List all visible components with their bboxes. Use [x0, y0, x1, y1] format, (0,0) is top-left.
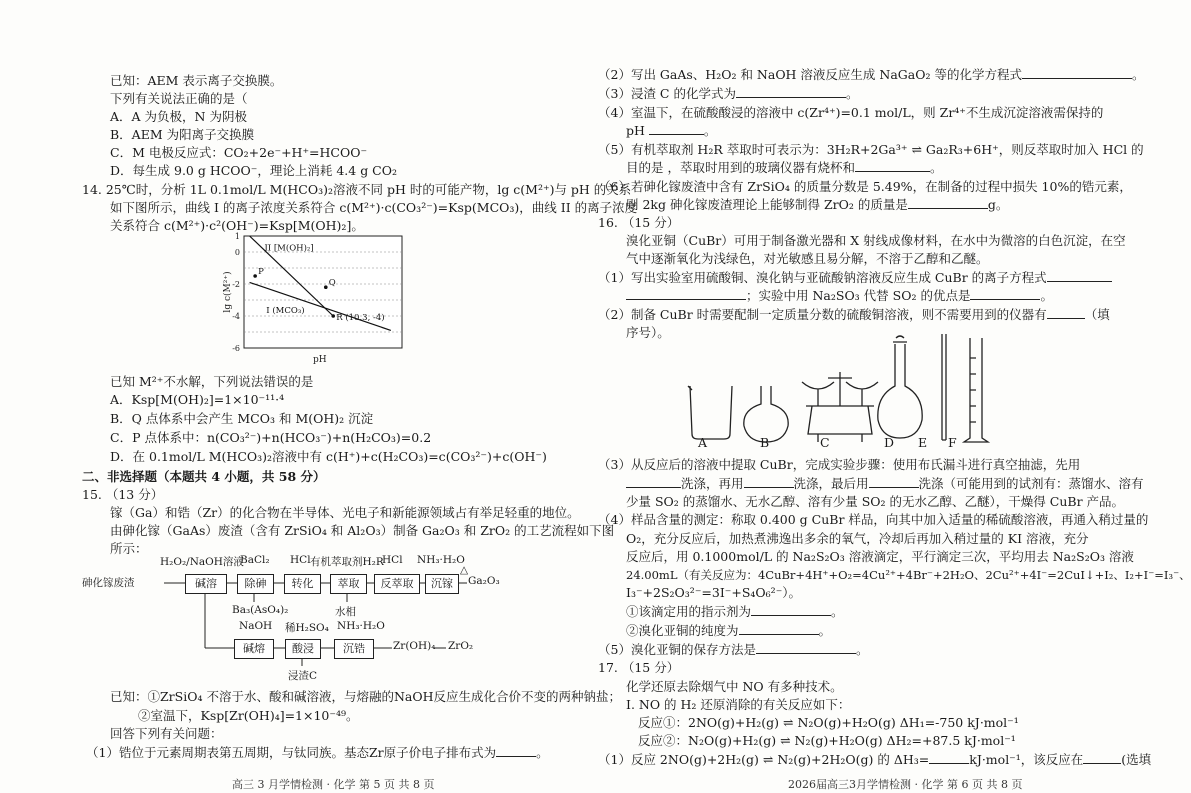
q17-reaction-2: 反应②：N₂O(g)+H₂(g) ⇌ N₂(g)+H₂O(g) ΔH₂=+87.5 kJ·mol⁻¹ — [638, 733, 1016, 748]
chart-point-label: P — [258, 267, 264, 277]
answer-blank[interactable] — [626, 287, 746, 300]
glass-rod-icon — [942, 334, 946, 440]
reagent-label: 稀H₂SO₄ — [285, 622, 329, 634]
answer-blank[interactable] — [756, 641, 856, 654]
q15-heading: 15. （13 分） — [82, 487, 164, 502]
answer-blank[interactable] — [649, 122, 704, 135]
q15-sub-1: （1）锆位于元素周期表第五周期，与钛同族。基态Zr原子价电子排布式为 。 — [86, 745, 549, 760]
q16-sub-4d: 24.00mL（有关反应为：4CuBr+4H⁺+O₂=4Cu²⁺+4Br⁻+2H₂O、2Cu²⁺+4I⁻=2CuI↓+I₂、I₂+I⁻=I₃⁻、 — [626, 568, 1191, 582]
flow-box-alkali-fuse: 碱熔 — [234, 639, 274, 659]
volumetric-flask-icon — [878, 344, 922, 438]
q14-option-a: A．Ksp[M(OH)₂]=1×10⁻¹¹·⁴ — [110, 392, 285, 407]
q16-sub-4-i: ①该滴定用的指示剂为 。 — [626, 604, 844, 619]
chart-point — [331, 314, 335, 318]
q16-sub-2: （2）制备 CuBr 时需要配制一定质量分数的硫酸铜溶液，则不需要用到的仪器有 （填 — [598, 307, 1110, 322]
flow-box-back-extract: 反萃取 — [374, 574, 420, 594]
q14-stem-3: 关系符合 c(M²⁺)·c²(OH⁻)=Ksp[M(OH)₂]。 — [110, 218, 364, 233]
q17-heading: 17. （15 分） — [598, 660, 680, 675]
beaker-icon — [690, 386, 732, 439]
q13-option-a: A．A 为负极，N 为阴极 — [110, 109, 247, 124]
q16-sub-2b: 序号）。 — [626, 325, 670, 340]
q17-reaction-1: 反应①：2NO(g)+H₂(g) ⇌ N₂O(g)+H₂O(g) ΔH₁=-750 kJ·mol⁻¹ — [638, 715, 1019, 730]
q14-chart — [222, 228, 422, 370]
q13-option-c: C．M 电极反应式：CO₂+2e⁻+H⁺=HCOO⁻ — [110, 145, 368, 160]
page-footer-right: 2026届高三3月学情检测 · 化学 第 6 页 共 8 页 — [788, 778, 1023, 791]
flow-box-extract: 萃取 — [330, 574, 367, 594]
answer-blank[interactable] — [739, 622, 819, 635]
q15-known-2: ②室温下，Ksp[Zr(OH)₄]=1×10⁻⁴⁹。 — [138, 708, 359, 723]
chart-point — [253, 274, 257, 278]
reagent-label: BaCl₂ — [240, 554, 270, 566]
q16-sub-1: （1）写出实验室用硫酸铜、溴化钠与亚硫酸钠溶液反应生成 CuBr 的离子方程式 — [598, 269, 1112, 287]
y-axis-label: lg c(M²⁺) — [223, 271, 233, 313]
q15-prompt: 回答下列有关问题： — [110, 726, 223, 741]
q15-flowchart — [82, 552, 542, 680]
apparatus-label-b: B — [760, 435, 770, 450]
q16-sub-4b: O₂，充分反应后，加热煮沸逸出多余的氧气，冷却后再加入稍过量的 KI 溶液，充分 — [626, 531, 1089, 546]
answer-blank[interactable] — [908, 196, 988, 209]
chart-series-label: I (MCO₃) — [266, 305, 305, 316]
reagent-label: H₂O₂/NaOH溶液 — [160, 556, 244, 568]
q16-sub-1b: ；实验中用 Na₂SO₃ 代替 SO₂ 的优点是 。 — [626, 287, 1053, 305]
answer-blank[interactable] — [736, 85, 846, 98]
flow-box-precipitate-zr: 沉锆 — [334, 639, 374, 659]
q15-sub-4: （4）室温下，在硫酸酸浸的溶液中 c(Zr⁴⁺)=0.1 mol/L，则 Zr⁴⁺不生成沉淀溶液需保持的 — [598, 105, 1104, 120]
q15-sub-4b: pH 。 — [626, 123, 717, 138]
q16-stem-1: 溴化亚铜（CuBr）可用于制备激光器和 X 射线成像材料，在水中为微溶的白色沉淀，在空 — [626, 233, 1126, 248]
product-label: Ga₂O₃ — [468, 575, 500, 587]
reagent-label: HCl — [382, 554, 403, 566]
q15-sub-5b: 目的是 ，萃取时用到的玻璃仪器有烧杯和 。 — [626, 160, 943, 175]
q16-sub-4: （4）样品含量的测定：称取 0.400 g CuBr 样品，向其中加入适量的稀硫酸溶液，再通入稍过量的 — [598, 512, 1149, 527]
chart-point — [324, 285, 328, 289]
q16-sub-4c: 反应后，用 0.1000mol/L 的 Na₂S₂O₃ 溶液滴定，平行滴定三次，平均用去 Na₂S₂O₃ 溶液 — [626, 549, 1134, 564]
reagent-label: NH₃·H₂O — [417, 554, 465, 566]
answer-blank[interactable] — [869, 475, 919, 488]
q16-heading: 16. （15 分） — [598, 215, 680, 230]
q15-stem-1: 镓（Ga）和锆（Zr）的化合物在半导体、光电子和新能源领域占有举足轻重的地位。 — [110, 505, 580, 520]
reagent-label: NH₃·H₂O — [337, 620, 385, 632]
reagent-label: 有机萃取剂H₂R — [310, 556, 384, 568]
q17-stem-1: 化学还原去除烟气中 NO 有多种技术。 — [626, 679, 843, 694]
apparatus-label-e: E — [918, 435, 928, 450]
page-footer-left: 高三 3 月学情检测 · 化学 第 5 页 共 8 页 — [232, 778, 435, 791]
apparatus-figure — [678, 334, 988, 452]
answer-blank[interactable] — [970, 287, 1040, 300]
y-tick-label: 0 — [234, 248, 240, 257]
apparatus-label-a: A — [698, 435, 708, 450]
flow-arrows — [82, 552, 542, 680]
chart-point-label: Q — [328, 278, 336, 289]
q16-sub-5: （5）溴化亚铜的保存方法是 。 — [598, 642, 869, 657]
flow-box-convert: 转化 — [284, 574, 321, 594]
answer-blank[interactable] — [496, 744, 536, 757]
product-label: 浸渣C — [288, 670, 318, 682]
reagent-label: NaOH — [239, 620, 273, 632]
product-label: Ba₃(AsO₄)₂ — [232, 604, 289, 616]
q13-option-d: D．每生成 9.0 g HCOO⁻，理论上消耗 4.4 g CO₂ — [110, 163, 398, 178]
reagent-label: HCl — [290, 554, 311, 566]
q15-stem-2: 由砷化镓（GaAs）废渣（含有 ZrSiO₄ 和 Al₂O₃）制备 Ga₂O₃ 和 ZrO₂ 的工艺流程如下图 — [110, 523, 615, 538]
answer-blank[interactable] — [1083, 751, 1121, 764]
y-tick-label: -4 — [232, 312, 240, 321]
q16-sub-3b: 洗涤，再用 洗涤，最后用 洗涤（可能用到的试剂有：蒸馏水、溶有 — [626, 475, 1144, 493]
q15-stem-3: 所示： — [110, 541, 148, 556]
product-label: 水相 — [335, 606, 356, 618]
q16-sub-3: （3）从反应后的溶液中提取 CuBr，完成实验步骤：使用布氏漏斗进行真空抽滤，先用 — [598, 457, 1081, 472]
q16-sub-4-ii: ②溴化亚铜的纯度为 。 — [626, 623, 832, 638]
heat-symbol: △ — [460, 564, 469, 576]
answer-blank[interactable] — [751, 603, 831, 616]
product-label: Zr(OH)₄ — [393, 640, 436, 652]
q13-note: 已知：AEM 表示离子交换膜。 — [110, 73, 283, 88]
q15-sub-6b: 则 2kg 砷化镓废渣理论上能够制得 ZrO₂ 的质量是 g。 — [626, 197, 1009, 212]
flow-box-precipitate-ga: 沉镓 — [425, 574, 459, 594]
q14-option-c: C．P 点体系中：n(CO₃²⁻)+n(HCO₃⁻)+n(H₂CO₃)=0.2 — [110, 430, 432, 445]
flow-start: 砷化镓废渣 — [82, 577, 135, 589]
chart-point-label: R (10.3, -4) — [336, 313, 385, 323]
balance-icon — [806, 406, 874, 442]
answer-blank[interactable] — [626, 475, 681, 488]
q16-stem-2: 气中逐渐氧化为浅绿色，对光敏感且易分解，不溶于乙醇和乙醚。 — [626, 251, 989, 266]
y-tick-label: -6 — [232, 344, 240, 353]
q15-sub-2: （2）写出 GaAs、H₂O₂ 和 NaOH 溶液反应生成 NaGaO₂ 等的化学方程式 。 — [598, 67, 1145, 82]
answer-blank[interactable] — [1047, 269, 1112, 282]
q14-note: 已知 M²⁺不水解，下列说法错误的是 — [110, 374, 314, 389]
left-page — [82, 0, 638, 793]
answer-blank[interactable] — [744, 475, 794, 488]
q13-prompt: 下列有关说法正确的是（ — [110, 91, 248, 106]
q14-stem-1: 14. 25℃时，分析 1L 0.1mol/L M(HCO₃)₂溶液不同 pH 时的可能产物，lg c(M²⁺)与 pH 的关系 — [82, 182, 632, 197]
right-page — [598, 0, 1191, 793]
y-tick-label: 1 — [234, 232, 240, 241]
flow-box-acid-leach: 酸浸 — [285, 639, 321, 659]
q15-sub-3: （3）浸渣 C 的化学式为 。 — [598, 86, 859, 101]
answer-blank[interactable] — [1047, 306, 1085, 319]
flow-box-alkali-dissolve: 碱溶 — [185, 574, 227, 594]
q17-stem-2: I. NO 的 H₂ 还原消除的有关反应如下： — [626, 697, 851, 712]
q16-sub-3c: 少量 SO₂ 的蒸馏水、无水乙醇、溶有少量 SO₂ 的无水乙醇、乙醚），干燥得 CuBr 产品。 — [626, 494, 1125, 509]
product-label: ZrO₂ — [448, 640, 474, 652]
x-axis-label: pH — [313, 355, 327, 365]
q15-sub-5: （5）有机萃取剂 H₂R 萃取时可表示为：3H₂R+2Ga³⁺ ⇌ Ga₂R₃+6H⁺，则反萃取时加入 HCl 的 — [598, 142, 1144, 157]
q14-stem-2: 如下图所示，曲线 I 的离子浓度关系符合 c(M²⁺)·c(CO₃²⁻)=Ksp(MCO₃)，曲线 II 的离子浓度 — [110, 200, 638, 215]
q15-known-1: 已知：①ZrSiO₄ 不溶于水、酸和碱溶液，与熔融的NaOH反应生成化合价不变的两种钠盐； — [110, 689, 621, 704]
q16-sub-4e: I₃⁻+2S₂O₃²⁻=3I⁻+S₄O₆²⁻）。 — [626, 585, 802, 600]
answer-blank[interactable] — [1022, 66, 1132, 79]
apparatus-label-d: D — [884, 435, 895, 450]
y-tick-label: -2 — [232, 280, 240, 289]
q13-option-b: B．AEM 为阳离子交换膜 — [110, 127, 255, 142]
section-2-heading: 二、非选择题（本题共 4 小题，共 58 分） — [82, 469, 326, 484]
answer-blank[interactable] — [929, 751, 969, 764]
apparatus-label-f: F — [948, 435, 957, 450]
q14-option-b: B．Q 点体系中会产生 MCO₃ 和 M(OH)₂ 沉淀 — [110, 411, 374, 426]
flow-box-remove-arsenic: 除砷 — [237, 574, 274, 594]
apparatus-label-c: C — [820, 435, 830, 450]
chart-series-label: II [M(OH)₂] — [264, 243, 314, 254]
q14-option-d: D．在 0.1mol/L M(HCO₃)₂溶液中有 c(H⁺)+c(H₂CO₃)=c(CO₃²⁻)+c(OH⁻) — [110, 449, 547, 464]
q15-sub-6: （6）若砷化镓废渣中含有 ZrSiO₄ 的质量分数是 5.49%，在制备的过程中损失 10%的锆元素， — [598, 179, 1132, 194]
q17-sub-1: （1）反应 2NO(g)+2H₂(g) ⇌ N₂(g)+2H₂O(g) 的 ΔH₃= kJ·mol⁻¹，该反应在 (选填 — [598, 752, 1152, 767]
answer-blank[interactable] — [855, 159, 930, 172]
